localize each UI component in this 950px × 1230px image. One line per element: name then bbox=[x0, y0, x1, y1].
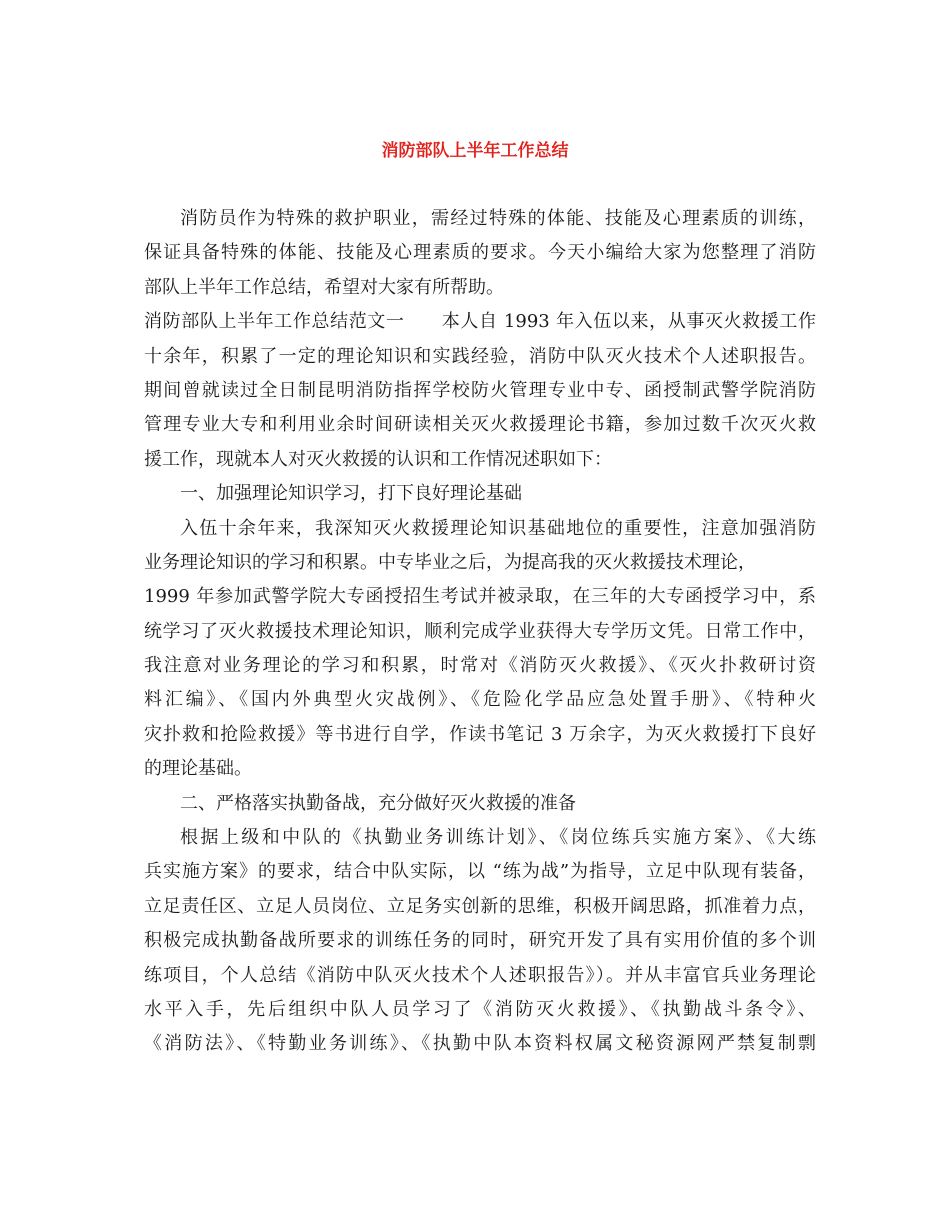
paragraph-line: 期间曾就读过全日制昆明消防指挥学校防火管理专业中专、函授制武警学院消防 bbox=[144, 379, 816, 401]
paragraph-line: 练项目，个人总结《消防中队灭火技术个人述职报告》）。并从丰富官兵业务理论 bbox=[144, 964, 816, 986]
paragraph-line: 消防部队上半年工作总结范文一 本人自 1993 年入伍以来，从事灭火救援工作 bbox=[144, 311, 816, 333]
paragraph-line: 消防员作为特殊的救护职业，需经过特殊的体能、技能及心理素质的训练， bbox=[180, 208, 816, 229]
paragraph-line: 入伍十余年来，我深知灭火救援理论知识基础地位的重要性，注意加强消防 bbox=[180, 517, 816, 539]
document-title: 消防部队上半年工作总结 bbox=[381, 141, 569, 161]
paragraph-line: 积极完成执勤备战所要求的训练任务的同时，研究开发了具有实用价值的多个训 bbox=[144, 930, 816, 952]
paragraph-line: 管理专业大专和利用业余时间研读相关灭火救援理论书籍，参加过数千次灭火救 bbox=[144, 414, 816, 436]
document-body bbox=[144, 202, 816, 1062]
paragraph-line: 兵实施方案》的要求，结合中队实际，以 “练为战”为指导，立足中队现有装备， bbox=[144, 861, 816, 883]
paragraph-line: 1999 年参加武警学院大专函授招生考试并被录取，在三年的大专函授学习中，系 bbox=[144, 586, 816, 608]
paragraph-line: 业务理论知识的学习和积累。中专毕业之后，为提高我的灭火救援技术理论， bbox=[144, 551, 756, 573]
paragraph-line: 部队上半年工作总结，希望对大家有所帮助。 bbox=[144, 276, 504, 298]
paragraph-line: 我注意对业务理论的学习和积累，时常对《消防灭火救援》、《灭火扑救研讨资 bbox=[144, 655, 816, 677]
paragraph-line: 料汇编》、《国内外典型火灾战例》、《危险化学品应急处置手册》、《特种火 bbox=[144, 689, 816, 711]
paragraph-line: 根据上级和中队的《执勤业务训练计划》、《岗位练兵实施方案》、《大练 bbox=[180, 827, 816, 849]
paragraph-line: 保证具备特殊的体能、技能及心理素质的要求。今天小编给大家为您整理了消防 bbox=[144, 242, 816, 264]
paragraph-line: 的理论基础。 bbox=[144, 758, 252, 780]
paragraph-line: 统学习了灭火救援技术理论知识，顺利完成学业获得大专学历文凭。日常工作中， bbox=[144, 620, 816, 642]
paragraph-line: 水平入手，先后组织中队人员学习了《消防灭火救援》、《执勤战斗条令》、 bbox=[144, 998, 816, 1020]
paragraph-line: 援工作，现就本人对灭火救援的认识和工作情况述职如下： bbox=[144, 448, 612, 470]
paragraph-line: 十余年，积累了一定的理论知识和实践经验，消防中队灭火技术个人述职报告。 bbox=[144, 345, 816, 367]
paragraph-line: 《消防法》、《特勤业务训练》、《执勤中队本资料权属文秘资源网严禁复制剽 bbox=[144, 1033, 816, 1055]
paragraph-line: 二、严格落实执勤备战，充分做好灭火救援的准备 bbox=[180, 792, 576, 814]
paragraph-line: 灾扑救和抢险救援》等书进行自学，作读书笔记 3 万余字，为灭火救援打下良好 bbox=[144, 723, 816, 745]
paragraph-line: 立足责任区、立足人员岗位、立足务实创新的思维，积极开阔思路，抓准着力点， bbox=[144, 895, 816, 917]
paragraph-line: 一、加强理论知识学习，打下良好理论基础 bbox=[180, 483, 522, 505]
